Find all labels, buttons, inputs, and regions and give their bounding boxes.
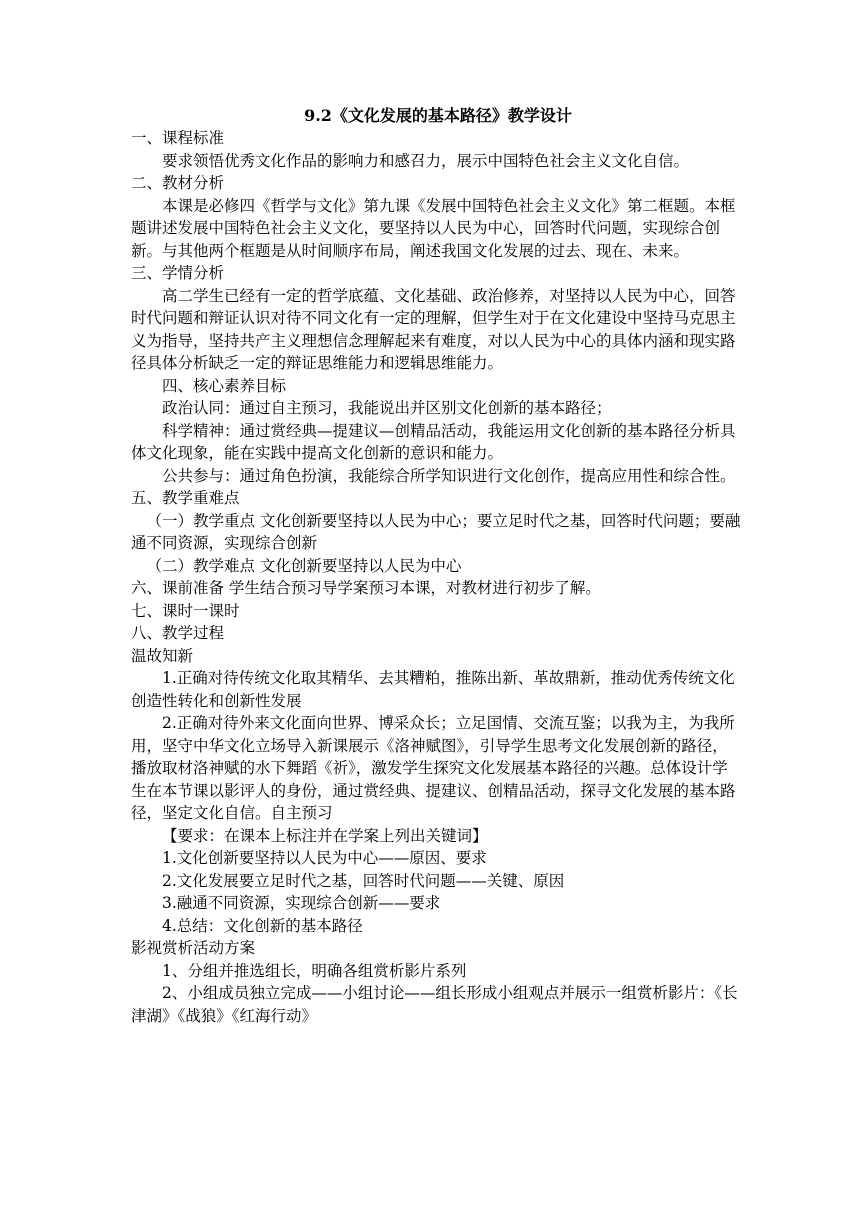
section-heading: 一、课程标准 [131,129,225,147]
section-heading: 二、教材分析 [131,174,225,192]
paragraph: 2.文化发展要立足时代之基，回答时代问题——关键、原因 [162,871,565,890]
section-heading: 温故知新 [131,646,194,665]
paragraph: 1.正确对待传统文化取其精华、去其糟粕，推陈出新、革故鼎新，推动优秀传统文化创造性转化和创新性发展 [131,669,735,710]
paragraph: 2.正确对待外来文化面向世界、博采众长；立足国情、交流互鉴；以我为主，为我所用，坚守中华文化立场导入新课展示《洛神赋图》，引导学生思考文化发展创新的路径，播放取材洛神赋的水下舞蹈《祈》，激发学生探究文化发展基本路径的兴趣。总体设计学生在本节课以影评人的身份，通过赏经典、提建议、创精品活动，探寻文化发展的基本路径，坚定文化自信。自主预习 [131,714,736,822]
section-heading: 八、教学过程 [131,624,225,642]
paragraph: （一）教学重点 文化创新要坚持以人民为中心；要立足时代之基，回答时代问题；要融通不同资源，实现综合创新 [131,511,741,552]
paragraph: 1、分组并推选组长，明确各组赏析影片系列 [162,961,467,980]
paragraph: 政治认同：通过自主预习，我能说出并区别文化创新的基本路径； [162,399,612,417]
paragraph: （二）教学难点 文化创新要坚持以人民为中心 [146,556,462,575]
paragraph: 四、核心素养目标 [162,376,287,395]
section-heading: 五、教学重难点 [131,489,240,507]
section-heading: 影视赏析活动方案 [131,939,256,957]
paragraph: 高二学生已经有一定的哲学底蕴、文化基础、政治修养，对坚持以人民为中心，回答时代问题和辩证认识对待不同文化有一定的理解，但学生对于在文化建设中坚持马克思主义为指导，坚持共产主义理想信念理解起来有难度，对以人民为中心的具体内涵和现实路径具体分析缺乏一定的辩证思维能力和逻辑思维能力。 [131,286,736,372]
document-title: 9.2《文化发展的基本路径》教学设计 [304,106,572,125]
section-heading: 六、课前准备 学生结合预习导学案预习本课，对教材进行初步了解。 [131,579,601,597]
paragraph: 1.文化创新要坚持以人民为中心——原因、要求 [162,849,487,867]
paragraph: 【要求：在课本上标注并在学案上列出关键词】 [162,826,488,845]
section-heading: 七、课时一课时 [131,601,240,620]
document-body [131,104,741,1027]
paragraph: 2、小组成员独立完成——小组讨论——组长形成小组观点并展示一组赏析影片：《长津湖》《战狼》《红海行动》 [131,984,738,1025]
paragraph: 要求领悟优秀文化作品的影响力和感召力，展示中国特色社会主义文化自信。 [162,151,690,170]
paragraph: 公共参与：通过角色扮演，我能综合所学知识进行文化创作，提高应用性和综合性。 [162,466,736,485]
paragraph: 本课是必修四《哲学与文化》第九课《发展中国特色社会主义文化》第二框题。本框题讲述发展中国特色社会主义文化，要坚持以人民为中心，回答时代问题，实现综合创新。与其他两个框题是从时间顺序布局，阐述我国文化发展的过去、现在、未来。 [131,196,736,260]
paragraph: 4.总结：文化创新的基本路径 [162,916,363,935]
section-heading: 三、学情分析 [131,264,225,282]
paragraph: 科学精神：通过赏经典—提建议—创精品活动，我能运用文化创新的基本路径分析具体文化现象，能在实践中提高文化创新的意识和能力。 [131,421,736,462]
paragraph: 3.融通不同资源，实现综合创新——要求 [162,894,441,912]
